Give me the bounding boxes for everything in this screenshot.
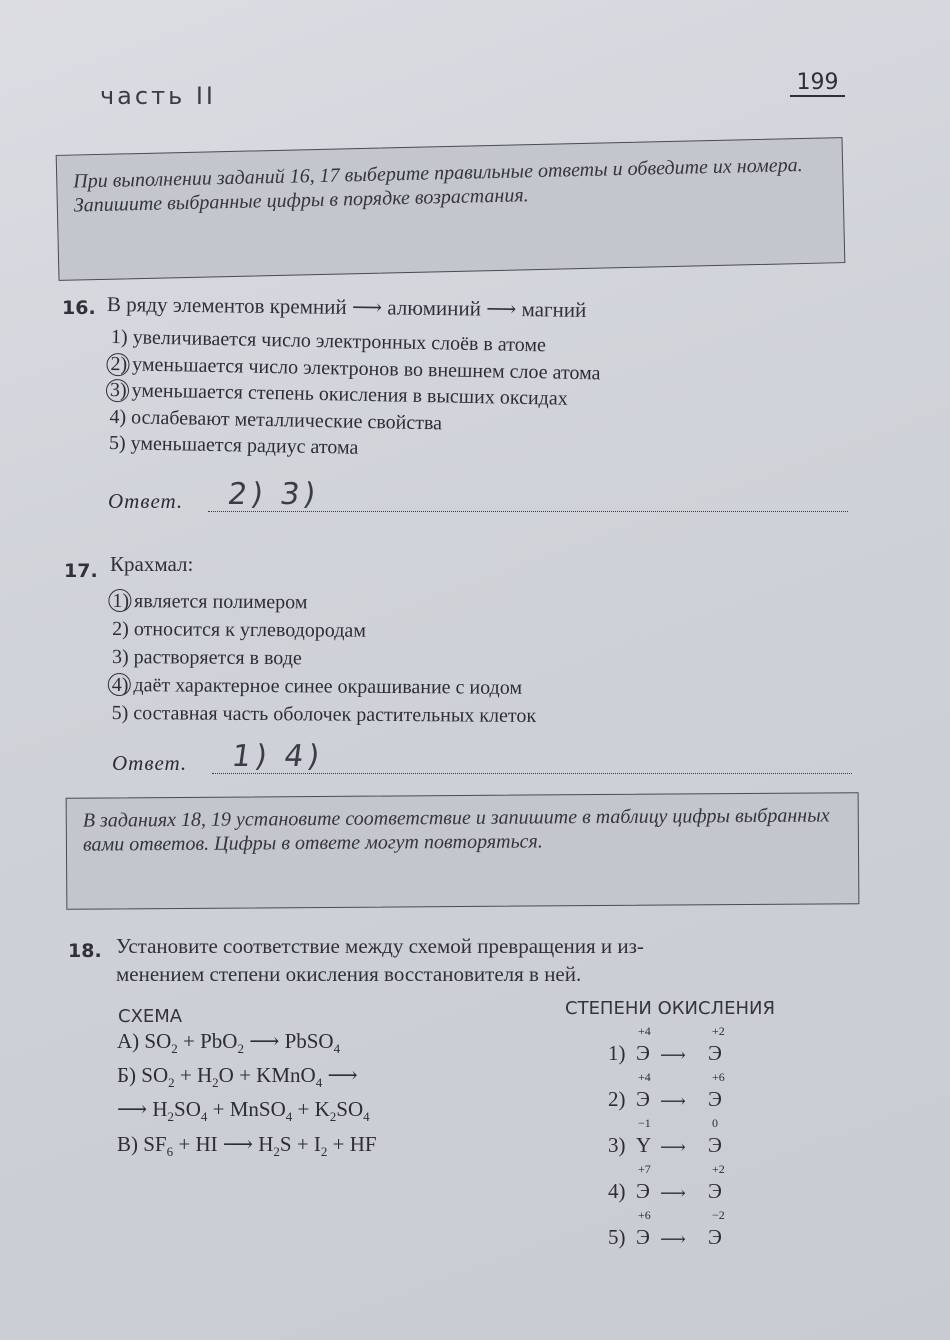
task-16-option-5[interactable]: 5) уменьшается радиус атома — [108, 431, 359, 459]
states-title: СТЕПЕНИ ОКИСЛЕНИЯ — [565, 998, 775, 1019]
state-option[interactable]: 5) +6 Э ⟶ −2 Э — [608, 1208, 725, 1249]
task-16-answer-handwritten: 2) 3) — [225, 477, 322, 512]
task-16-number: 16. — [62, 297, 96, 319]
task-17-text: Крахмал: — [110, 552, 194, 576]
state-option[interactable]: 1) +4 Э ⟶ +2 Э — [608, 1024, 725, 1065]
task-16-answer-label: Ответ. — [108, 489, 184, 513]
task-18-text — [116, 932, 644, 988]
scheme-list — [117, 1028, 377, 1165]
task-17-options — [112, 587, 537, 730]
part-label: часть II — [100, 82, 216, 110]
task-16-answer-row — [108, 477, 858, 514]
instruction-box-2: В заданиях 18, 19 установите соответствие и запишите в таблицу цифры выбранных вами ответов. Цифры в ответе могут повторяться. — [66, 792, 860, 910]
task-17-option-1[interactable]: 1) является полимером — [112, 587, 537, 618]
task-17-option-5[interactable]: 5) составная часть оболочек растительных клеток — [111, 701, 537, 727]
task-18-text-line-2: менением степени окисления восстановителя в ней. — [116, 962, 582, 986]
task-16-option-4[interactable]: 4) ослабевают металлические свойства — [109, 405, 443, 434]
task-18-text-line-1: Установите соответствие между схемой превращения и из- — [116, 934, 644, 958]
task-17-number: 17. — [64, 560, 98, 582]
state-option[interactable]: 2) +4 Э ⟶ +6 Э — [608, 1070, 725, 1111]
task-16-options — [109, 324, 602, 466]
scheme-title: СХЕМА — [118, 1006, 183, 1027]
task-16-option-3[interactable]: 3) уменьшается степень окисления в высших оксидах — [110, 377, 600, 413]
states-list — [608, 1024, 758, 1254]
task-16-option-2[interactable]: 2) уменьшается число электронов во внешнем слое атома — [110, 351, 600, 387]
task-17-option-4[interactable]: 4) даёт характерное синее окрашивание с иодом — [112, 671, 537, 702]
scheme-b: Б) $SO_2 + H_2O$ + KMnO$_4$ ⟶ — [117, 1063, 358, 1091]
task-17-option-3[interactable]: 3) растворяется в воде — [111, 646, 302, 670]
task-18-number: 18. — [68, 940, 102, 962]
task-17-answer-handwritten: 1) 4) — [229, 739, 326, 774]
scheme-a: А) $SO_2 + PbO_2$ ⟶ PbSO$_4$ — [117, 1029, 341, 1057]
task-17-answer-row — [112, 739, 857, 776]
scheme-c: В) $SF_6$ + HI ⟶ $H_2S + I_2$ + HF — [117, 1131, 377, 1159]
task-16-text: В ряду элементов кремний ⟶ алюминий ⟶ магний — [106, 292, 587, 322]
state-option[interactable]: 4) +7 Э ⟶ +2 Э — [608, 1162, 725, 1203]
task-17-answer-label: Ответ. — [112, 751, 188, 775]
instruction-box-1: При выполнении заданий 16, 17 выберите правильные ответы и обведите их номера. Запишите выбранные цифры в порядке возрастания. — [56, 137, 846, 281]
task-16-option-1[interactable]: 1) увеличивается число электронных слоёв в атоме — [110, 326, 547, 357]
scheme-b-continued: ⟶ $H_2SO_4$ + MnSO$_4$ + $K_2SO_4$ — [117, 1097, 370, 1125]
page-number: 199 — [790, 70, 845, 97]
state-option[interactable]: 3) −1 Y ⟶ 0 Э — [608, 1116, 722, 1157]
task-17-option-2[interactable]: 2) относится к углеводородам — [112, 618, 367, 642]
